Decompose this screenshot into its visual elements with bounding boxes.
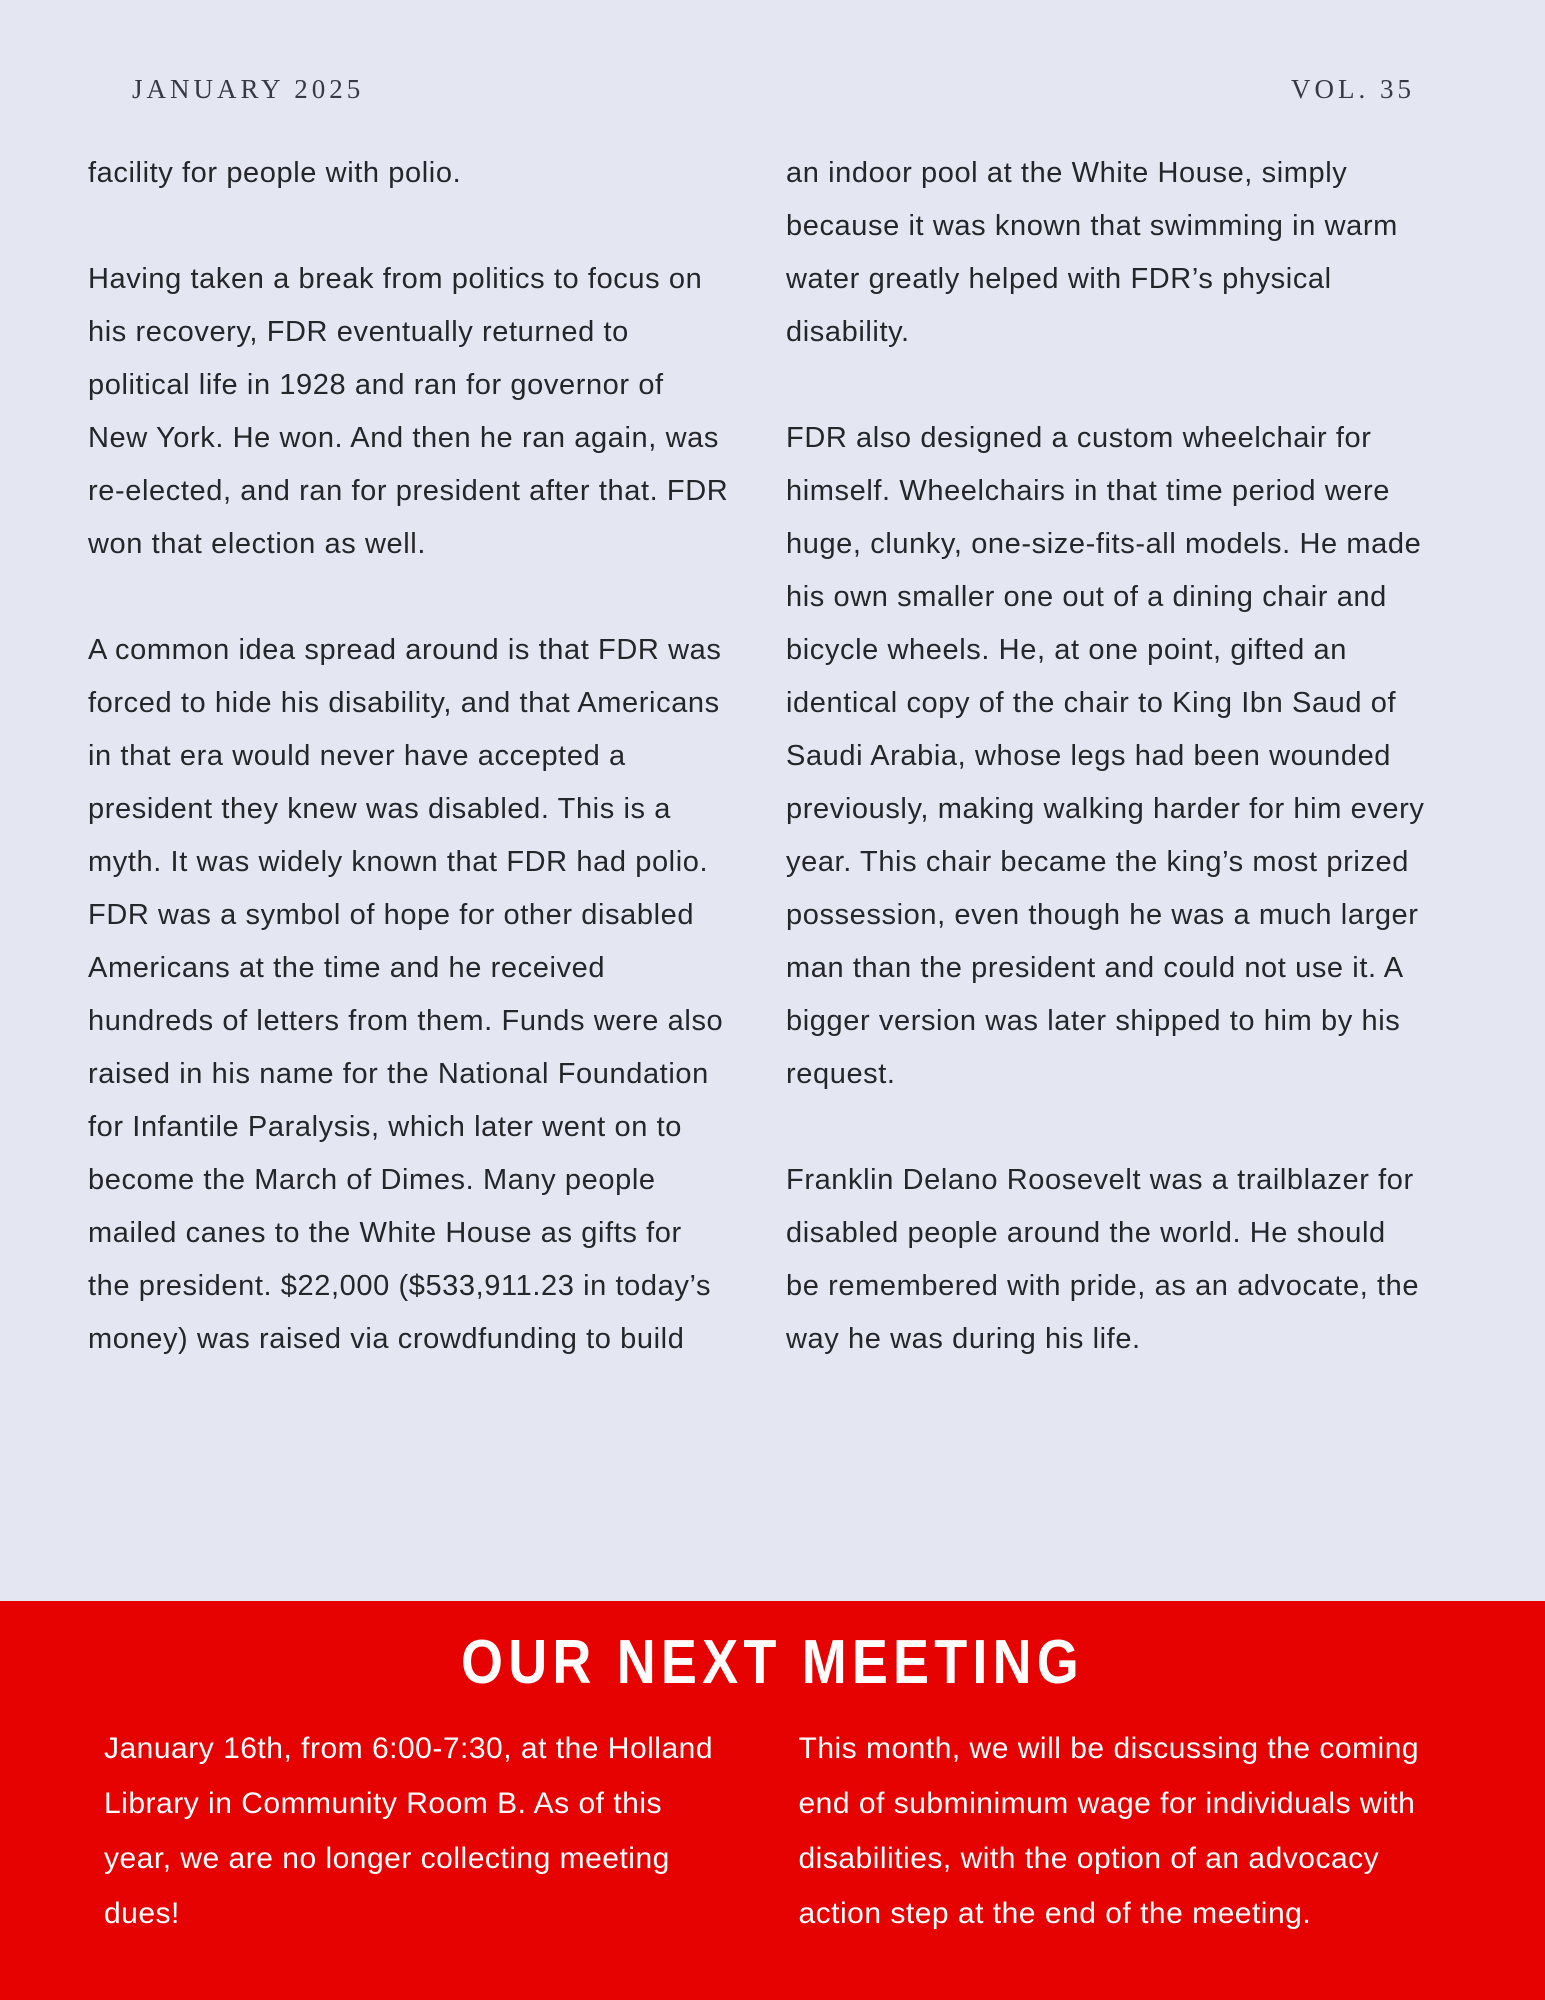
paragraph: Franklin Delano Roosevelt was a trailblazer for disabled people around the world. He should be remembered with pride, as an advocate, the way he was during his life. xyxy=(786,1164,1420,1355)
meeting-logistics-text: January 16th, from 6:00-7:30, at the Holland Library in Community Room B. As of this year, we are no longer collecting meeting dues! xyxy=(104,1732,714,1930)
meeting-agenda-text: This month, we will be discussing the coming end of subminimum wage for individuals with disabilities, with the option of an advocacy action step at the end of the meeting. xyxy=(798,1732,1420,1930)
volume-number: VOL. 35 xyxy=(1291,74,1415,104)
paragraph: Having taken a break from politics to focus on his recovery, FDR eventually returned to political life in 1928 and ran for governor of New York. He won. And then he ran again, was re-elected, and ran for president after that. FDR won that election as well. xyxy=(88,263,729,560)
meeting-right-column xyxy=(799,1721,1428,1941)
meeting-title: OUR NEXT MEETING xyxy=(461,1628,1084,1697)
paragraph: facility for people with polio. xyxy=(88,157,462,189)
paragraph: an indoor pool at the White House, simply because it was known that swimming in warm water greatly helped with FDR’s physical disability. xyxy=(786,157,1398,348)
article-left-column xyxy=(88,147,729,1366)
masthead xyxy=(0,0,1545,105)
meeting-details xyxy=(0,1721,1545,1941)
paragraph: FDR also designed a custom wheelchair for himself. Wheelchairs in that time period were huge, clunky, one-size-fits-all models. He made his own smaller one out of a dining chair and bicycle wheels. He, at one point, gifted an identical copy of the chair to King Ibn Saud of Saudi Arabia, whose legs had been wounded previously, making walking harder for him every year. This chair became the king’s most prized possession, even though he was a much larger man than the president and could not use it. A bigger version was later shipped to him by his request. xyxy=(786,422,1425,1090)
article-body xyxy=(0,147,1545,1366)
article-right-column xyxy=(786,147,1427,1366)
issue-date: JANUARY 2025 xyxy=(132,74,365,104)
meeting-left-column xyxy=(104,1721,733,1941)
paragraph: A common idea spread around is that FDR was forced to hide his disability, and that Americans in that era would never have accepted a president they knew was disabled. This is a myth. It was widely known that FDR had polio. FDR was a symbol of hope for other disabled Americans at the time and he received hundreds of letters from them. Funds were also raised in his name for the National Foundation for Infantile Paralysis, which later went on to become the March of Dimes. Many people mailed canes to the White House as gifts for the president. $22,000 ($533,911.23 in today’s money) was raised via crowdfunding to build xyxy=(88,634,724,1355)
meeting-banner xyxy=(0,1601,1545,2000)
